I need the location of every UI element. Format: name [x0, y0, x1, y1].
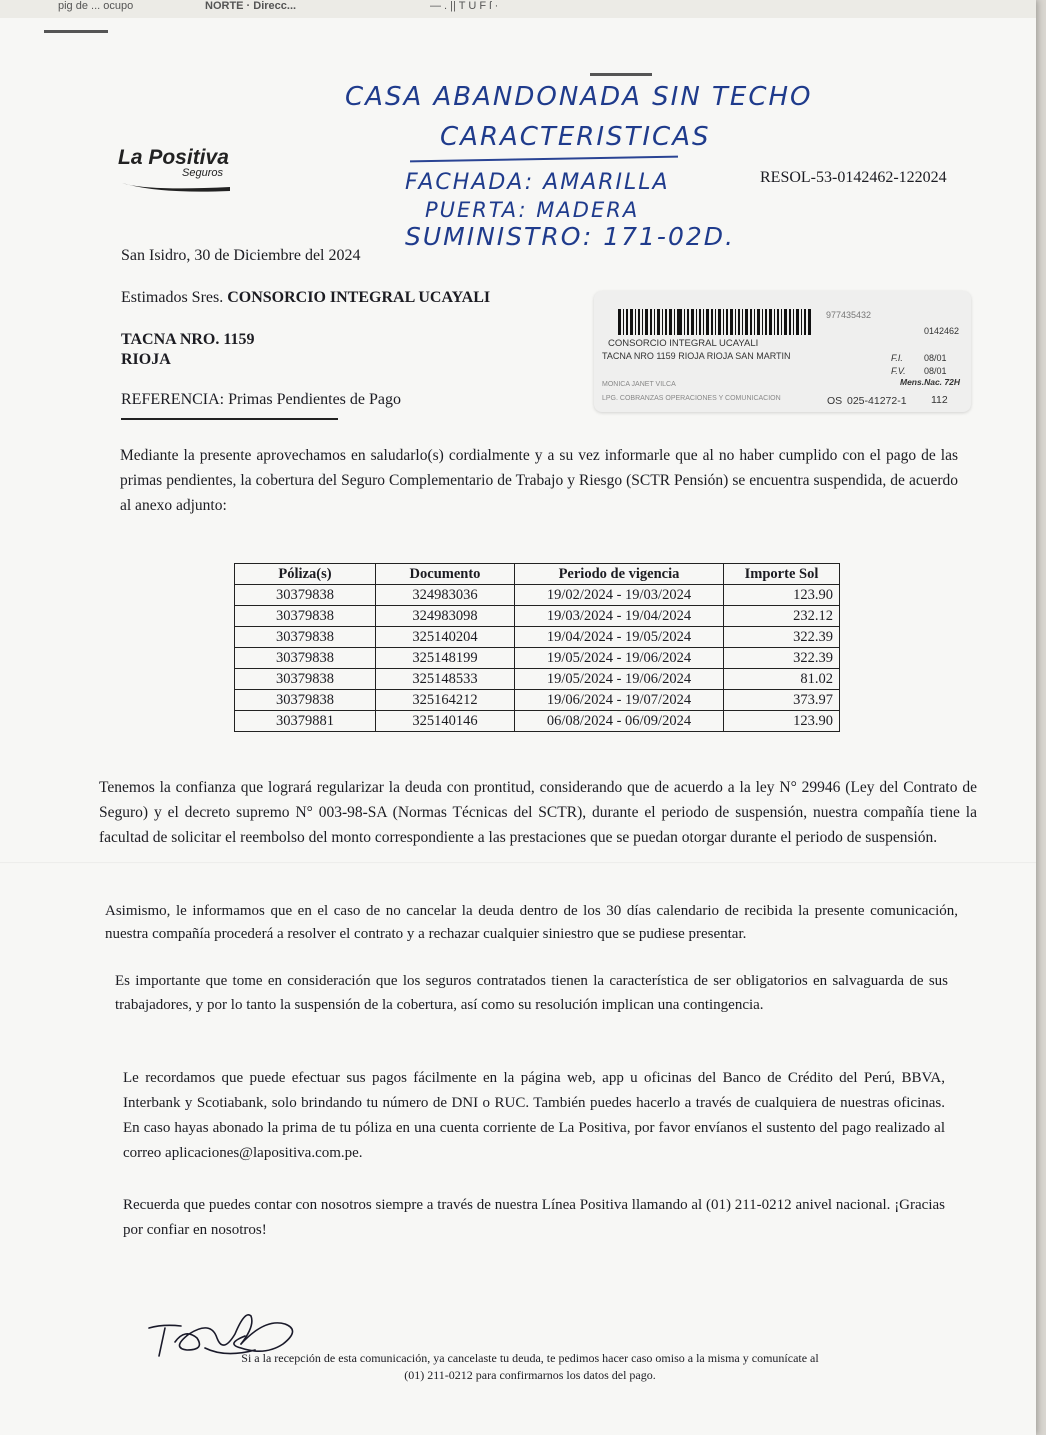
- date-line: San Isidro, 30 de Diciembre del 2024: [121, 247, 361, 264]
- label-os-count: 112: [931, 394, 948, 406]
- handwritten-line-5: SUMINISTRO: 171-02D.: [405, 222, 735, 251]
- barcode-number: 977435432: [826, 310, 872, 320]
- cell-amount: 123.90: [724, 711, 840, 732]
- cell-period: 19/02/2024 - 19/03/2024: [515, 585, 724, 606]
- cell-policy: 30379838: [235, 669, 376, 690]
- cell-policy: 30379838: [235, 606, 376, 627]
- handwritten-line-2: CARACTERISTICAS: [440, 122, 711, 152]
- label-dept: LPG. COBRANZAS OPERACIONES Y COMUNICACION: [602, 395, 781, 402]
- cell-document: 324983036: [376, 585, 515, 606]
- address-line-1: TACNA NRO. 1159: [121, 331, 255, 348]
- label-contact: MONICA JANET VILCA: [602, 381, 676, 388]
- column-header-document: Documento: [376, 564, 515, 585]
- paragraph-payment-options: Le recordamos que puede efectuar sus pagos fácilmente en la página web, app u oficinas del Banco de Crédito del Perú, BBVA, Interbank y Scotiabank, solo brindando tu número de DNI o RUC. También puedes hacerlo a través de cualquiera de nuestras oficinas. En caso hayas abonado la prima de tu póliza en una cuenta corriente de La Positiva, por favor envíanos el sustento del pago realizado al correo aplicaciones@lapositiva.com.pe.: [123, 1070, 945, 1161]
- cell-amount: 322.39: [724, 627, 840, 648]
- greeting-prefix: Estimados Sres.: [121, 289, 224, 306]
- logo-swoosh-icon: [118, 177, 238, 193]
- staple-mark: [44, 30, 108, 33]
- cell-amount: 123.90: [724, 585, 840, 606]
- strip-text-middle: NORTE · Direcc...: [205, 0, 297, 12]
- greeting: [121, 289, 490, 307]
- label-mens: Mens.Nac. 72H: [900, 377, 960, 387]
- reference-line: [121, 391, 401, 409]
- strip-text-left: pig de ... ocupo: [58, 0, 134, 12]
- label-os: OS: [827, 395, 843, 407]
- logo-name: La Positiva: [118, 146, 229, 169]
- handwritten-underline: [410, 156, 678, 163]
- cell-document: 325140146: [376, 711, 515, 732]
- reference-label: REFERENCIA:: [121, 391, 225, 408]
- column-header-period: Periodo de vigencia: [515, 564, 724, 585]
- cell-document: 325164212: [376, 690, 515, 711]
- label-address: TACNA NRO 1159 RIOJA RIOJA SAN MARTIN: [602, 351, 791, 361]
- cell-period: 06/08/2024 - 06/09/2024: [515, 711, 724, 732]
- handwritten-line-3: FACHADA: AMARILLA: [405, 170, 670, 195]
- pending-premiums-table: [234, 563, 840, 732]
- cell-amount: 322.39: [724, 648, 840, 669]
- table-row: [235, 606, 840, 627]
- barcode-icon: [618, 309, 814, 335]
- logo-sub: Seguros: [182, 167, 223, 179]
- handwritten-line-4: PUERTA: MADERA: [425, 198, 640, 222]
- cell-policy: 30379838: [235, 648, 376, 669]
- table-header-row: [235, 564, 840, 585]
- cell-amount: 232.12: [724, 606, 840, 627]
- cell-document: 324983098: [376, 606, 515, 627]
- table-row: [235, 669, 840, 690]
- reference-text: Primas Pendientes de Pago: [228, 391, 401, 408]
- table-row: [235, 648, 840, 669]
- cell-amount: 81.02: [724, 669, 840, 690]
- paragraph-confidence: Tenemos la confianza que logrará regularizar la deuda con prontitud, considerando que de acuerdo a la ley N° 29946 (Ley del Contrato de Seguro) y el decreto supremo N° 003-98-SA (Normas Técnicas del SCTR), durante el periodo de suspensión, nuestra compañía tiene la facultad de solicitar el reembolso del monto correspondiente a las prestaciones que se puedan otorgar durante el periodo de suspensión.: [99, 779, 977, 846]
- cell-policy: 30379881: [235, 711, 376, 732]
- paragraph-obligatory: Es importante que tome en consideración que los seguros contratados tienen la característica de ser obligatorios en salvaguarda de sus trabajadores, y por lo tanto la suspensión de la cobertura, así como su resolución implican una contingencia.: [115, 973, 948, 1013]
- label-fi-value: 08/01: [924, 353, 947, 363]
- footnote-line-2: (01) 211-0212 para confirmarnos los datos del pago.: [404, 1368, 656, 1382]
- handwritten-line-1: CASA ABANDONADA SIN TECHO: [345, 82, 813, 112]
- label-recipient: CONSORCIO INTEGRAL UCAYALI: [608, 338, 759, 349]
- cell-period: 19/04/2024 - 19/05/2024: [515, 627, 724, 648]
- table-row: [235, 627, 840, 648]
- label-os-value: 025-41272-1: [847, 395, 907, 407]
- address-line-2: RIOJA: [121, 351, 171, 368]
- column-header-amount: Importe Sol: [724, 564, 840, 585]
- strip-text-right: — . || T U F ſ ·: [430, 0, 499, 12]
- cell-policy: 30379838: [235, 627, 376, 648]
- cell-period: 19/03/2024 - 19/04/2024: [515, 606, 724, 627]
- paragraph-contact: Recuerda que puedes contar con nosotros siempre a través de nuestra Línea Positiva llamando al (01) 211-0212 anivel nacional. ¡Gracias por confiar en nosotros!: [123, 1197, 945, 1238]
- company-logo: [118, 146, 238, 193]
- label-fv: F.V.: [891, 366, 906, 376]
- cell-period: 19/05/2024 - 19/06/2024: [515, 669, 724, 690]
- cell-policy: 30379838: [235, 585, 376, 606]
- resolution-code: RESOL-53-0142462-122024: [760, 169, 947, 186]
- company-name: CONSORCIO INTEGRAL UCAYALI: [227, 289, 491, 306]
- cell-policy: 30379838: [235, 690, 376, 711]
- reference-underline: [121, 418, 338, 420]
- cell-document: 325140204: [376, 627, 515, 648]
- paragraph-resolution-warning: Asimismo, le informamos que en el caso de no cancelar la deuda dentro de los 30 días calendario de recibida la presente comunicación, nuestra compañía procederá a resolver el contrato y a rechazar cualquier siniestro que se pudiese presentar.: [105, 903, 958, 942]
- cell-document: 325148199: [376, 648, 515, 669]
- label-fi: F.I.: [891, 353, 903, 363]
- footnote-line-1: Si a la recepción de esta comunicación, ya cancelaste tu deuda, te pedimos hacer caso omiso a la misma y comunícate al: [241, 1351, 819, 1365]
- cell-document: 325148533: [376, 669, 515, 690]
- label-code: 0142462: [924, 326, 960, 336]
- paragraph-intro: Mediante la presente aprovechamos en saludarlo(s) cordialmente y a su vez informarle que al no haber cumplido con el pago de las primas pendientes, la cobertura del Seguro Complementario de Trabajo y Riesgo (SCTR Pensión) se encuentra suspendida, de acuerdo al anexo adjunto:: [120, 447, 958, 514]
- cell-amount: 373.97: [724, 690, 840, 711]
- table-row: [235, 690, 840, 711]
- label-fv-value: 08/01: [924, 366, 947, 376]
- mailing-label: [594, 291, 971, 412]
- table-row: [235, 585, 840, 606]
- cell-period: 19/05/2024 - 19/06/2024: [515, 648, 724, 669]
- top-paper-strip: [0, 0, 1036, 18]
- column-header-policy: Póliza(s): [235, 564, 376, 585]
- table-row: [235, 711, 840, 732]
- cell-period: 19/06/2024 - 19/07/2024: [515, 690, 724, 711]
- staple-mark: [590, 73, 652, 76]
